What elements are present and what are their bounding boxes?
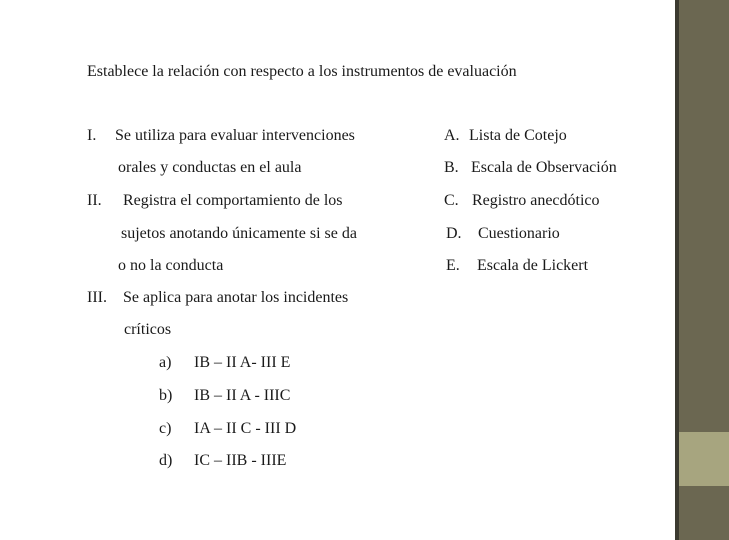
option-letter-a: a) [159,354,172,371]
statement-1-line-1: Se utiliza para evaluar intervenciones [115,127,355,144]
option-letter-d: d) [159,452,173,469]
instrument-name-a: Lista de Cotejo [469,127,567,144]
option-text-b: IB – II A - IIIC [194,387,291,404]
instrument-name-b: Escala de Observación [471,159,617,176]
statement-2-line-2: sujetos anotando únicamente si se da [121,225,357,242]
option-text-a: IB – II A- III E [194,354,291,371]
instrument-letter-b: B. [444,159,459,176]
instrument-name-d: Cuestionario [478,225,560,242]
statement-2-line-1: Registra el comportamiento de los [123,192,343,209]
instrument-letter-d: D. [446,225,462,242]
option-letter-c: c) [159,420,172,437]
instrument-name-c: Registro anecdótico [472,192,600,209]
statement-3-line-1: Se aplica para anotar los incidentes [123,289,349,306]
statement-numeral-2: II. [87,192,102,209]
statement-numeral-3: III. [87,289,107,306]
instrument-letter-e: E. [446,257,460,274]
instrument-letter-c: C. [444,192,459,209]
option-letter-b: b) [159,387,173,404]
statement-numeral-1: I. [87,127,97,144]
sidebar-accent-block [679,432,729,486]
option-text-c: IA – II C - III D [194,420,297,437]
statement-1-line-2: orales y conductas en el aula [118,159,302,176]
option-text-d: IC – IIB - IIIE [194,452,287,469]
page-title: Establece la relación con respecto a los instrumentos de evaluación [87,63,517,80]
instrument-name-e: Escala de Lickert [477,257,589,274]
instrument-letter-a: A. [444,127,460,144]
statement-3-line-2: críticos [124,321,172,338]
statement-2-line-3: o no la conducta [118,257,224,274]
